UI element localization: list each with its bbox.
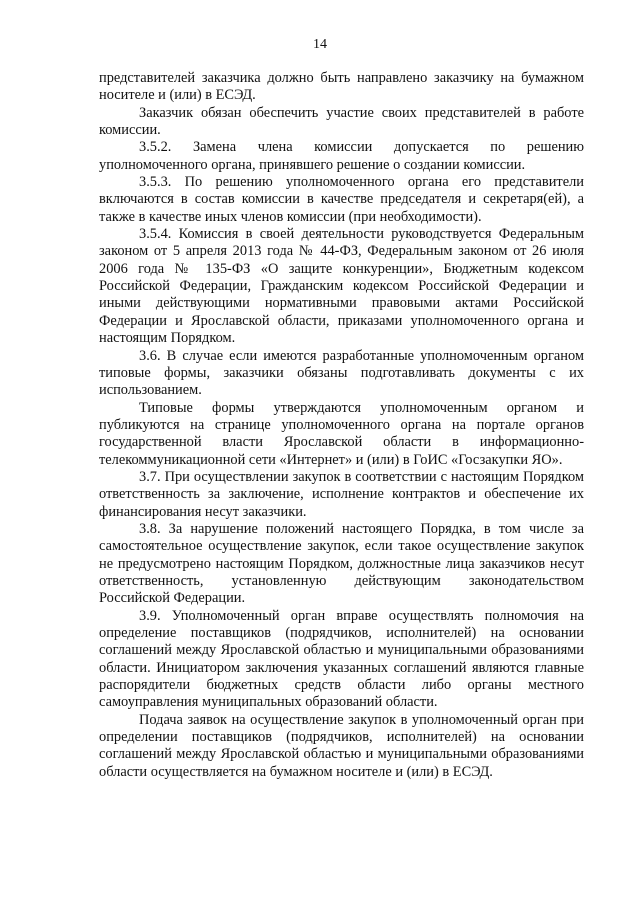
- paragraph-3-5-3: 3.5.3. По решению уполномоченного органа его представители включаются в состав комиссии в качестве председателя и секретаря(ей), а также в качестве иных членов комиссии (при необходимости).: [99, 174, 584, 225]
- paragraph-3-7: 3.7. При осуществлении закупок в соответствии с настоящим Порядком ответственность за заключение, исполнение контрактов и обеспечение их финансирования несут заказчики.: [99, 468, 584, 520]
- paragraph-3-5-4: 3.5.4. Комиссия в своей деятельности руководствуется Федеральным законом от 5 апреля 2013 года № 44-ФЗ, Федеральным законом от 26 июля 2006 года № 135-ФЗ «О защите конкуренции», Бюджетным кодексом Российской Федерации, Гражданским кодексом Российской Федерации и иными действующими нормативными правовыми актами Российской Федерации и Ярославской области, приказами уполномоченного органа и настоящим Порядком.: [99, 226, 584, 347]
- document-body: [99, 70, 584, 781]
- paragraph-3-5-2: 3.5.2. Замена члена комиссии допускается по решению уполномоченного органа, принявшего решение о создании комиссии.: [99, 139, 584, 173]
- paragraph-3-9: 3.9. Уполномоченный орган вправе осуществлять полномочия на определение поставщиков (подрядчиков, исполнителей) на основании соглашений между Ярославской областью и муниципальными образованиями области. Инициатором заключения указанных соглашений являются главные распорядители бюджетных средств области либо органы местного самоуправления муниципальных образований области.: [99, 607, 584, 711]
- paragraph-standard-forms: Типовые формы утверждаются уполномоченным органом и публикуются на странице уполномоченного органа на портале органов государственной власти Ярославской области в информационно-телекоммуникационной сети «Интернет» и (или) в ГоИС «Госзакупки ЯО».: [99, 399, 584, 468]
- paragraph-3-8: 3.8. За нарушение положений настоящего Порядка, в том числе за самостоятельное осуществление закупок, если такое осуществление закупок не предусмотрено настоящим Порядком, должностные лица заказчиков несут ответственность, установленную действующим законодательством Российской Федерации.: [99, 520, 584, 607]
- page-number: 14: [313, 37, 327, 52]
- paragraph-representatives: Заказчик обязан обеспечить участие своих представителей в работе комиссии.: [99, 104, 584, 139]
- paragraph-continuation: представителей заказчика должно быть направлено заказчику на бумажном носителе и (или) в ЕСЭД.: [99, 70, 584, 104]
- paragraph-3-6: 3.6. В случае если имеются разработанные уполномоченным органом типовые формы, заказчики обязаны подготавливать документы с их использованием.: [99, 347, 584, 399]
- paragraph-applications: Подача заявок на осуществление закупок в уполномоченный орган при определении поставщиков (подрядчиков, исполнителей) на основании соглашений между Ярославской областью и муниципальными образованиями области осуществляется на бумажном носителе и (или) в ЕСЭД.: [99, 711, 584, 780]
